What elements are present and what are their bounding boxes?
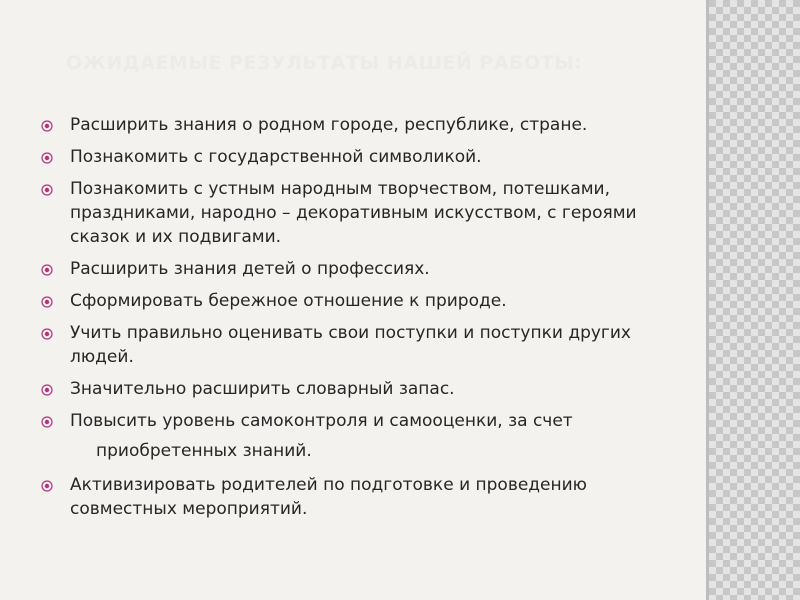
slide-title: ОЖИДАЕМЫЕ РЕЗУЛЬТАТЫ НАШЕЙ РАБОТЫ: [66, 52, 583, 74]
list-item [40, 145, 690, 169]
list-item [40, 409, 690, 433]
list-item [40, 113, 690, 137]
list-item [40, 377, 690, 401]
list-item [40, 257, 690, 281]
decorative-pattern-band [709, 0, 800, 600]
bullet-text: Познакомить с государственной символикой. [70, 147, 482, 167]
bullet-text: Расширить знания о родном городе, республике, стране. [70, 115, 588, 135]
circled-dot-bullet-icon [41, 184, 53, 196]
circled-dot-bullet-icon [41, 480, 53, 492]
bullet-list [40, 113, 690, 529]
list-item [40, 177, 690, 249]
list-item-continuation: приобретенных знаний. [96, 441, 312, 461]
bullet-text: Значительно расширить словарный запас. [70, 379, 455, 399]
circled-dot-bullet-icon [41, 120, 53, 132]
bullet-text: Учить правильно оценивать свои поступки и поступки других людей. [70, 323, 631, 367]
list-item [40, 321, 690, 369]
bullet-text: Сформировать бережное отношение к природе. [70, 291, 507, 311]
circled-dot-bullet-icon [41, 264, 53, 276]
bullet-text: Расширить знания детей о профессиях. [70, 259, 430, 279]
bullet-text: Познакомить с устным народным творчеством, потешками, праздниками, народно – декоративным искусством, с героями сказок и их подвигами. [70, 179, 637, 247]
circled-dot-bullet-icon [41, 296, 53, 308]
list-item [40, 289, 690, 313]
circled-dot-bullet-icon [41, 328, 53, 340]
bullet-text: Активизировать родителей по подготовке и проведению совместных мероприятий. [70, 475, 587, 519]
circled-dot-bullet-icon [41, 384, 53, 396]
circled-dot-bullet-icon [41, 152, 53, 164]
bullet-text: Повысить уровень самоконтроля и самооценки, за счет [70, 411, 573, 431]
list-item [40, 473, 690, 521]
circled-dot-bullet-icon [41, 416, 53, 428]
